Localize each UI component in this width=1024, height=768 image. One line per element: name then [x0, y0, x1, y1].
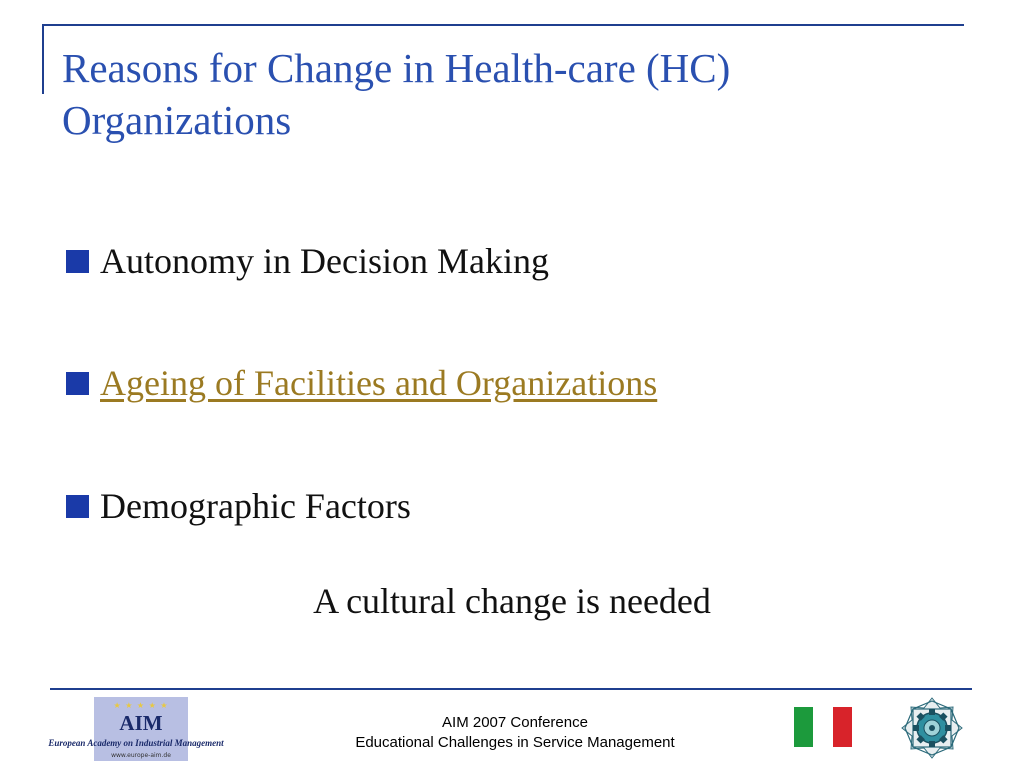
bullet-item-demographic [66, 485, 411, 527]
footer-rule [50, 688, 972, 690]
flag-stripe-white [813, 707, 832, 747]
footer-line-1: AIM 2007 Conference [442, 714, 588, 731]
footer-line-2: Educational Challenges in Service Management [355, 734, 675, 751]
eu-stars-icon: ★ ★ ★ ★ ★ [113, 701, 169, 710]
bullet-label: Autonomy in Decision Making [100, 241, 549, 281]
square-bullet-icon [66, 372, 89, 395]
bullet-label: Demographic Factors [100, 486, 411, 526]
bullet-link-ageing[interactable]: Ageing of Facilities and Organizations [100, 363, 658, 403]
italian-flag-icon [794, 707, 852, 747]
flag-stripe-red [833, 707, 852, 747]
top-rule-vertical [42, 24, 44, 94]
square-bullet-icon [66, 250, 89, 273]
footer-conference [290, 713, 740, 753]
square-bullet-icon [66, 495, 89, 518]
callout-text: A cultural change is needed [313, 581, 711, 621]
aim-logo-text: AIM [119, 711, 163, 735]
bullet-item-ageing [66, 362, 657, 404]
gear-emblem-icon [896, 696, 968, 760]
bullet-item-autonomy [66, 240, 549, 282]
flag-stripe-green [794, 707, 813, 747]
slide-title-line-1: Reasons for Change in Health-care (HC) [62, 45, 731, 91]
slide-title-line-2: Organizations [62, 97, 292, 143]
slide-title [62, 42, 962, 146]
aim-logo-subtitle: European Academy on Industrial Management [48, 738, 224, 748]
aim-logo-url: www.europe-aim.de [111, 752, 171, 759]
top-rule-horizontal [42, 24, 964, 26]
